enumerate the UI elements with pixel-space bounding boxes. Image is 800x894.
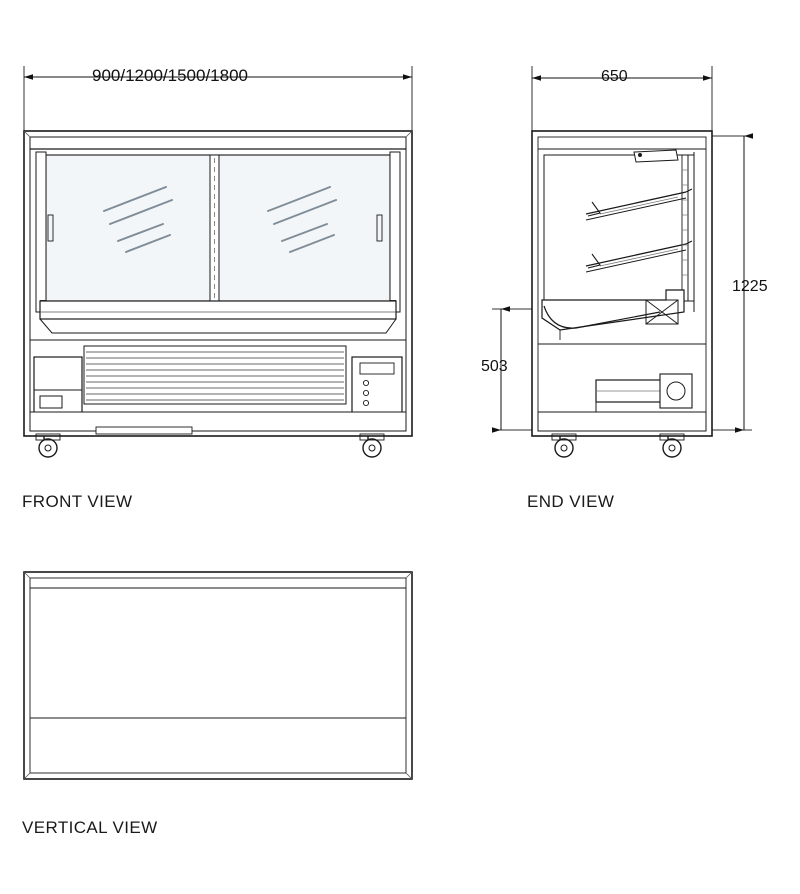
dimension-depth-label: 650 [601,68,628,85]
end-view-group [492,66,752,457]
end-view-caption: END VIEW [527,492,615,511]
front-castor-left [39,436,57,457]
vertical-view-caption: VERTICAL VIEW [22,818,158,837]
front-view-caption: FRONT VIEW [22,492,133,511]
dimension-width-label: 900/1200/1500/1800 [92,66,248,85]
vertical-view-group [24,572,412,779]
front-view-group [24,66,412,457]
dimension-base-height-label: 503 [481,358,508,375]
front-castor-right [363,436,381,457]
end-castor-left [555,436,573,457]
end-castor-right [663,436,681,457]
dimension-total-height-label: 1225 [732,278,768,295]
